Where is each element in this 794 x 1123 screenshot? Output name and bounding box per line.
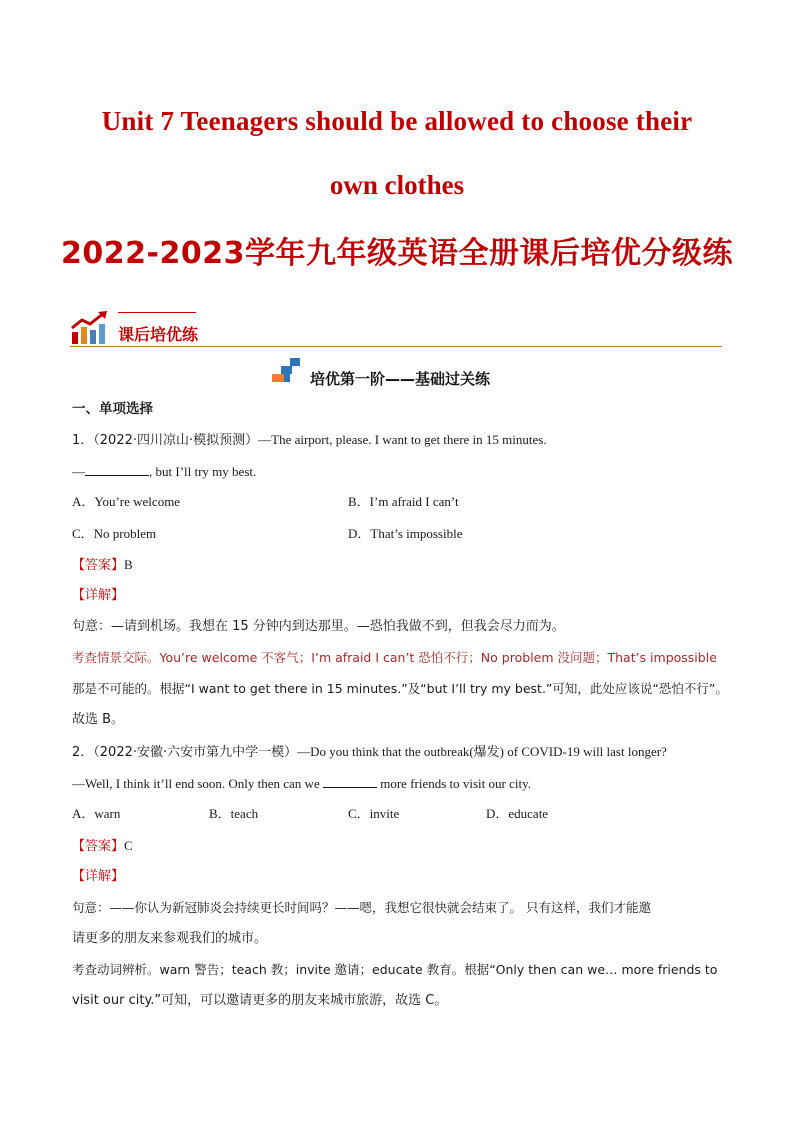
analysis-line-2: visit our city.”可知，可以邀请更多的朋友来城市旅游，故选 C。: [72, 993, 448, 1008]
question-2-reply-prefix: —Well, I think it’ll end soon. Only then can we: [72, 776, 320, 791]
meaning-line-2: 请更多的朋友来参观我们的城市。: [72, 931, 268, 946]
option-c: C．No problem: [72, 526, 157, 541]
section-label: 课后培优练: [118, 325, 199, 344]
section-accent-rule: [118, 312, 196, 313]
option-d: D．That’s impossible: [348, 526, 463, 541]
detail-tag: 【详解】: [72, 869, 125, 884]
answer-value: C: [124, 838, 133, 853]
detail-tag: 【详解】: [72, 588, 125, 603]
title-line-1: Unit 7 Teenagers should be allowed to choose their: [101, 106, 693, 136]
answer-tag: 【答案】: [72, 839, 125, 854]
option-b: B．teach: [209, 806, 259, 821]
title-line-3: 2022-2023学年九年级英语全册课后培优分级练: [61, 236, 733, 271]
meaning-line: 句意：—请到机场。我想在 15 分钟内到达那里。—恐怕我做不到，但我会尽力而为。: [72, 619, 565, 634]
answer-blank: [323, 775, 377, 788]
question-1-reply-prefix: —: [72, 464, 85, 479]
question-2-source: 2．（2022·安徽·六安市第九中学一模）: [72, 745, 298, 760]
section-header: [70, 308, 722, 350]
option-d: D．educate: [486, 806, 549, 821]
option-b: B．I’m afraid I can’t: [348, 494, 459, 509]
answer-tag: 【答案】: [72, 558, 125, 573]
question-2-stem: [72, 744, 667, 761]
title-line-2: own clothes: [329, 170, 465, 200]
part-heading: 一、单项选择: [72, 401, 153, 417]
steps-icon: [272, 358, 302, 382]
option-a: A．warn: [72, 806, 121, 821]
stage-label: 培优第一阶——基础过关练: [310, 370, 491, 388]
option-c: C．invite: [348, 806, 400, 821]
bar-chart-icon: [70, 310, 110, 346]
question-1-stem: [72, 432, 547, 449]
answer-line: [72, 838, 133, 855]
question-2-reply: [72, 775, 531, 792]
answer-value: B: [124, 557, 133, 572]
question-1-reply: [72, 463, 256, 480]
question-1-source: 1．（2022·四川凉山·模拟预测）: [72, 433, 259, 448]
question-1-reply-suffix: , but I’ll try my best.: [149, 464, 257, 479]
answer-line: [72, 557, 133, 574]
option-a: A．You’re welcome: [72, 494, 181, 509]
question-1-text: —The airport, please. I want to get there in 15 minutes.: [258, 432, 547, 447]
conclusion-line: 故选 B。: [72, 712, 125, 727]
section-divider: [70, 346, 722, 347]
analysis-line-2: 那是不可能的。根据“I want to get there in 15 minutes.”及“but I’ll try my best.”可知，此处应该说“恐怕不行”。: [72, 681, 728, 696]
meaning-line-1: 句意：——你认为新冠肺炎会持续更长时间吗？——嗯，我想它很快就会结束了。 只有这样，我们才能邀: [72, 900, 651, 915]
question-2-text: —Do you think that the outbreak(爆发) of COVID-19 will last longer?: [297, 744, 667, 759]
analysis-line-1: 考查情景交际。You’re welcome 不客气；I’m afraid I can’t 恐怕不行；No problem 没问题；That’s impossible: [72, 650, 717, 665]
analysis-line-1: 考查动词辨析。warn 警告；teach 教；invite 邀请；educate 教育。根据“Only then can we… more friends to: [72, 962, 718, 977]
question-2-reply-suffix: more friends to visit our city.: [380, 776, 532, 791]
answer-blank: [85, 463, 149, 476]
